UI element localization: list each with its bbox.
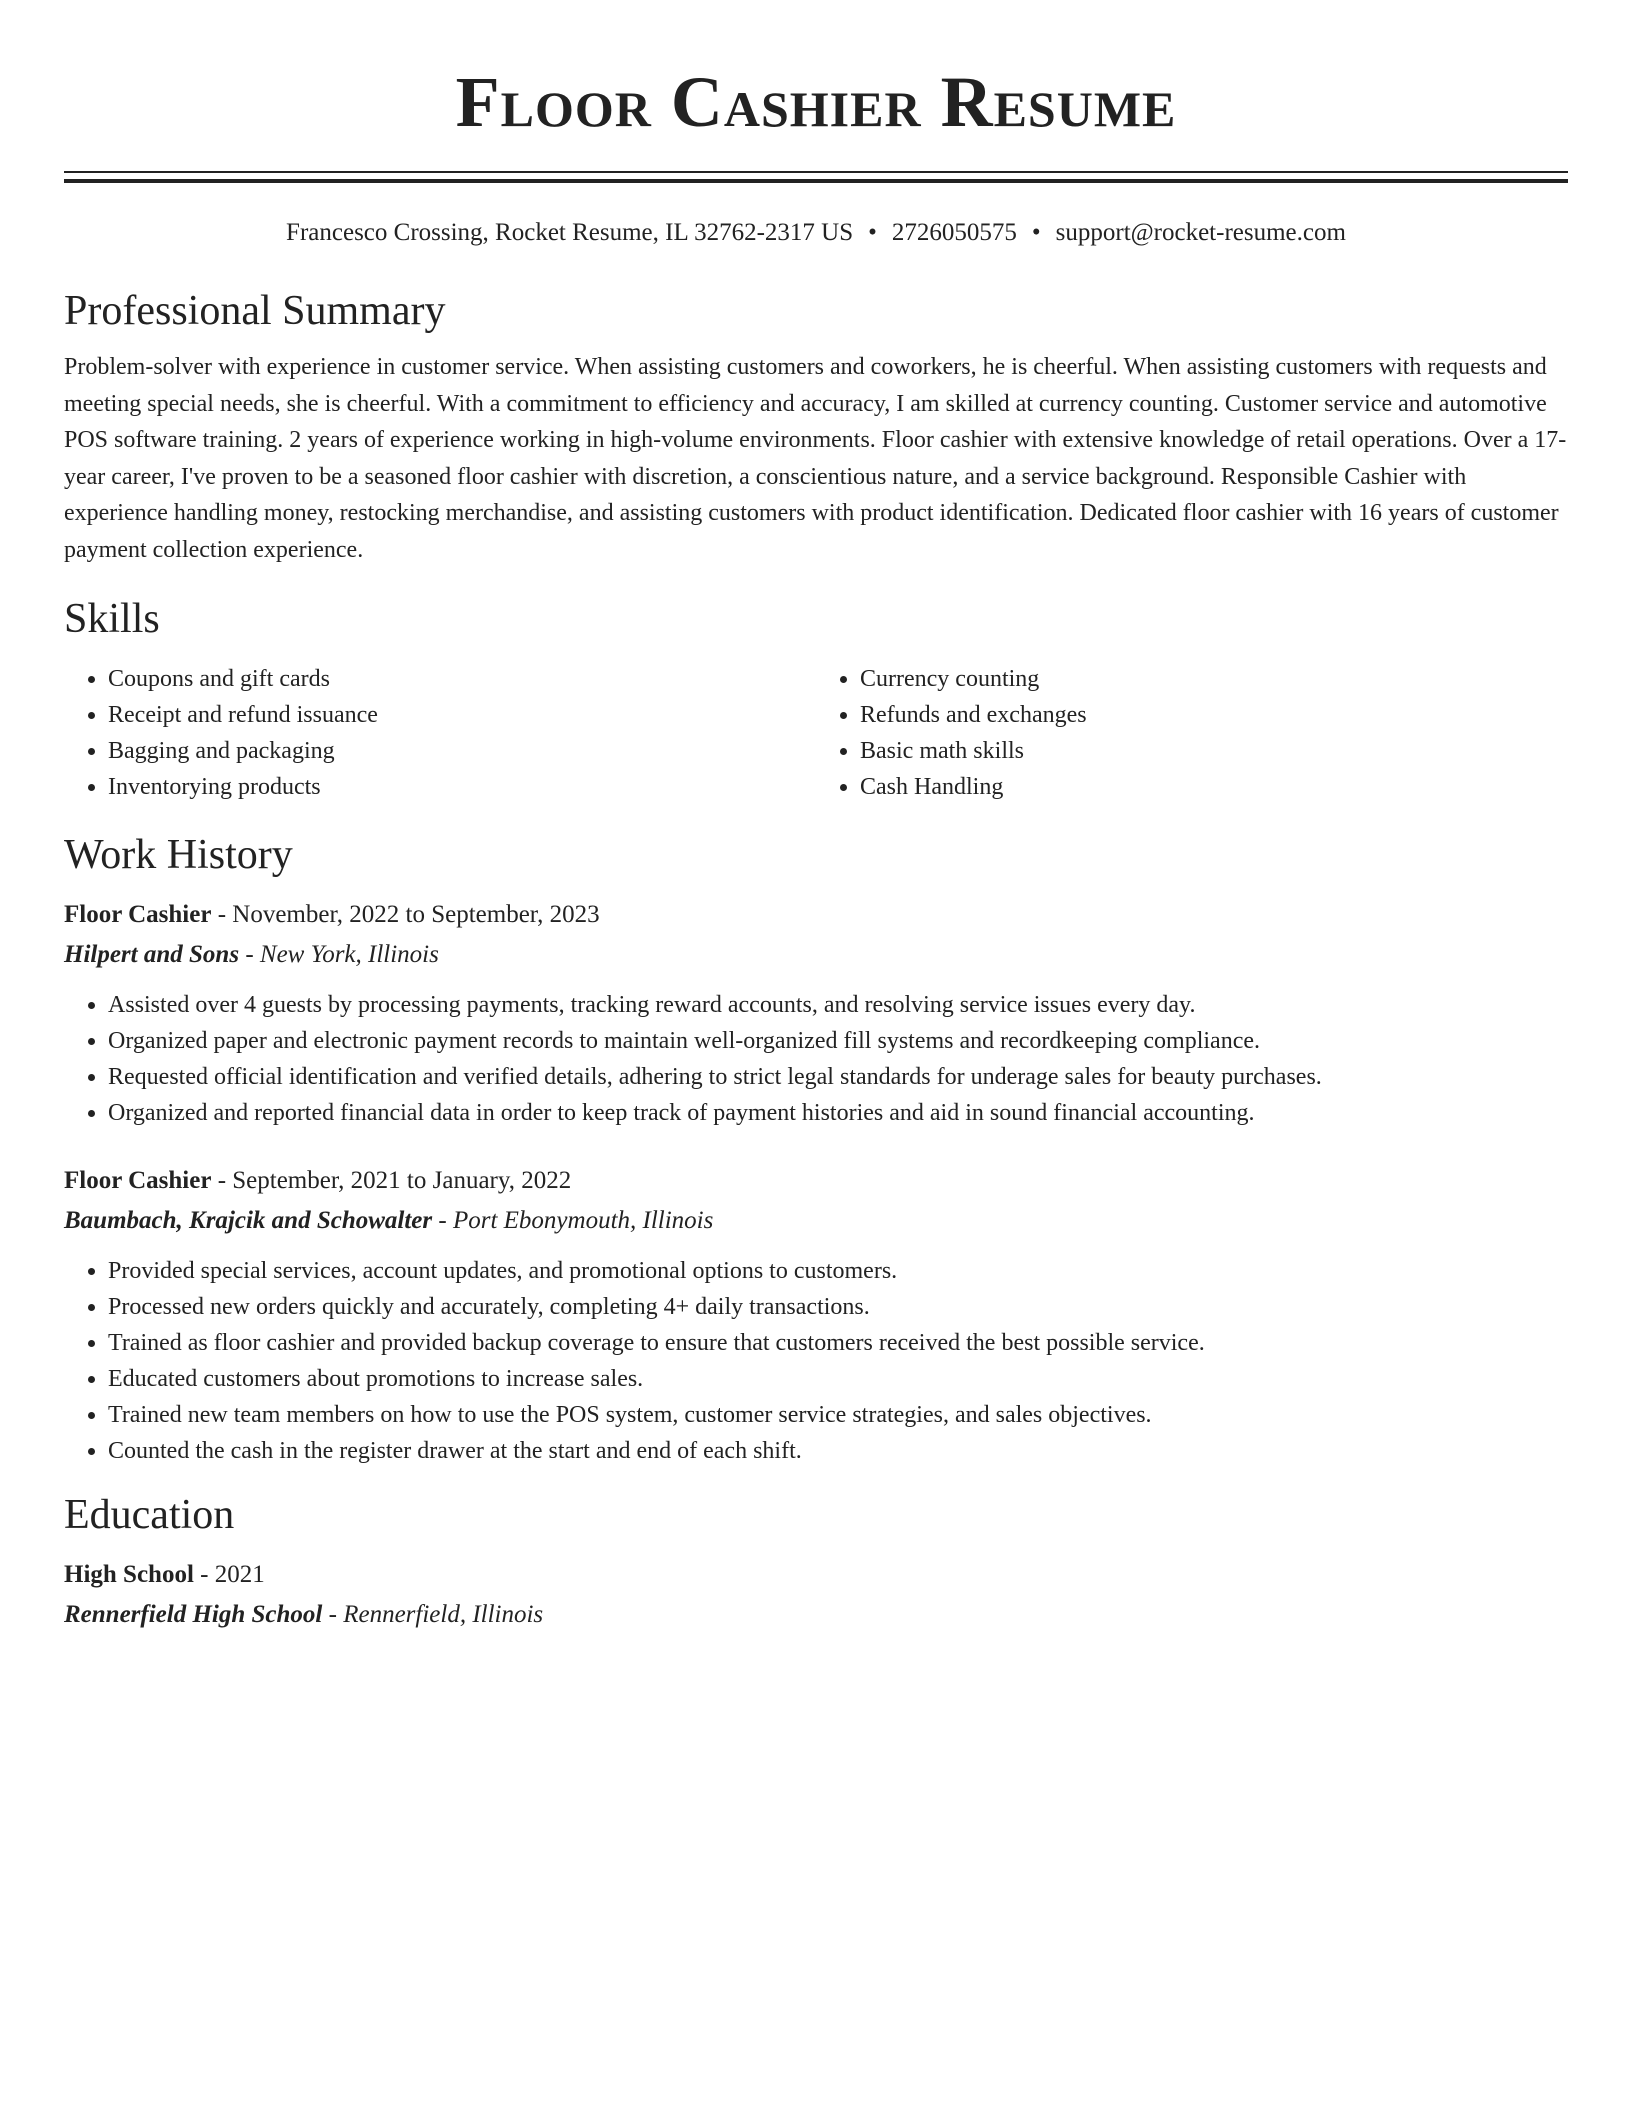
company-line <box>64 935 1568 975</box>
skills-column-left <box>64 661 816 805</box>
job-title-line <box>64 895 1568 935</box>
job-duties-list <box>64 987 1568 1131</box>
job-duties-list <box>64 1253 1568 1469</box>
education-year: - 2021 <box>193 1561 265 1588</box>
job-title: Floor Cashier <box>64 1167 212 1194</box>
contact-line <box>64 217 1568 249</box>
job-duty-item: • Organized and reported financial data in order to keep track of payment histories and aid in sound financial accounting. <box>108 1095 1568 1131</box>
contact-email: support@rocket-resume.com <box>1055 219 1346 246</box>
contact-phone: 2726050575 <box>891 219 1017 246</box>
title-divider <box>64 171 1568 183</box>
contact-separator: • <box>1031 219 1041 246</box>
job-duty-item: • Processed new orders quickly and accurately, completing 4+ daily transactions. <box>108 1289 1568 1325</box>
education-school-line <box>64 1595 1568 1635</box>
job-duty-item: • Trained as floor cashier and provided backup coverage to ensure that customers received the best possible service. <box>108 1325 1568 1361</box>
education-location: - Rennerfield, Illinois <box>322 1601 544 1628</box>
work-history-heading: Work History <box>64 832 293 878</box>
job-duty-item: • Trained new team members on how to use the POS system, customer service strategies, and sales objectives. <box>108 1397 1568 1433</box>
summary-heading: Professional Summary <box>64 288 446 334</box>
job-title: Floor Cashier <box>64 901 212 928</box>
education-heading: Education <box>64 1492 235 1538</box>
company-location: - New York, Illinois <box>239 941 439 968</box>
skill-item: • Receipt and refund issuance <box>108 697 816 733</box>
job-duty-item: • Requested official identification and verified details, adhering to strict legal standards for underage sales for beauty purchases. <box>108 1059 1568 1095</box>
education-school: Rennerfield High School <box>64 1601 323 1628</box>
skill-item: • Currency counting <box>860 661 1568 697</box>
skill-item: • Inventorying products <box>108 769 816 805</box>
job-duty-item: • Organized paper and electronic payment records to maintain well-organized fill systems and recordkeeping compliance. <box>108 1023 1568 1059</box>
skill-item: • Cash Handling <box>860 769 1568 805</box>
summary-text: Problem-solver with experience in customer service. When assisting customers and coworkers, he is cheerful. When assisting customers with requests and meeting special needs, she is cheerful. With a commitment to efficiency and accuracy, I am skilled at currency counting. Customer service and automotive POS software training. 2 years of experience working in high-volume environments. Floor cashier with extensive knowledge of retail operations. Over a 17-year career, I've proven to be a seasoned floor cashier with discretion, a conscientious nature, and a service background. Responsible Cashier with experience handling money, restocking merchandise, and assisting customers with product identification. Dedicated floor cashier with 16 years of customer payment collection experience. <box>64 354 1567 563</box>
job-duty-item: • Educated customers about promotions to increase sales. <box>108 1361 1568 1397</box>
company-location: - Port Ebonymouth, Illinois <box>432 1207 714 1234</box>
skills-list <box>64 661 1568 805</box>
job-dates: - November, 2022 to September, 2023 <box>211 901 600 928</box>
company-line <box>64 1201 1568 1241</box>
job-duty-item: • Provided special services, account updates, and promotional options to customers. <box>108 1253 1568 1289</box>
resume-title: Floor Cashier Resume <box>455 62 1177 142</box>
skill-item: • Basic math skills <box>860 733 1568 769</box>
divider-thick-line <box>64 179 1568 183</box>
company-name: Hilpert and Sons <box>64 941 240 968</box>
skill-item: • Coupons and gift cards <box>108 661 816 697</box>
skills-heading: Skills <box>64 596 160 642</box>
skill-item: • Bagging and packaging <box>108 733 816 769</box>
job-duty-item: • Assisted over 4 guests by processing payments, tracking reward accounts, and resolving service issues every day. <box>108 987 1568 1023</box>
contact-address: Francesco Crossing, Rocket Resume, IL 32762-2317 US <box>286 219 854 246</box>
job-duty-item: • Counted the cash in the register drawer at the start and end of each shift. <box>108 1433 1568 1469</box>
education-degree-line <box>64 1555 1568 1595</box>
skills-column-right <box>816 661 1568 805</box>
job-title-line <box>64 1161 1568 1201</box>
company-name: Baumbach, Krajcik and Schowalter <box>64 1207 433 1234</box>
skill-item: • Refunds and exchanges <box>860 697 1568 733</box>
contact-separator: • <box>868 219 877 246</box>
divider-thin-line <box>64 171 1568 173</box>
education-degree: High School <box>64 1561 194 1588</box>
job-dates: - September, 2021 to January, 2022 <box>211 1167 572 1194</box>
